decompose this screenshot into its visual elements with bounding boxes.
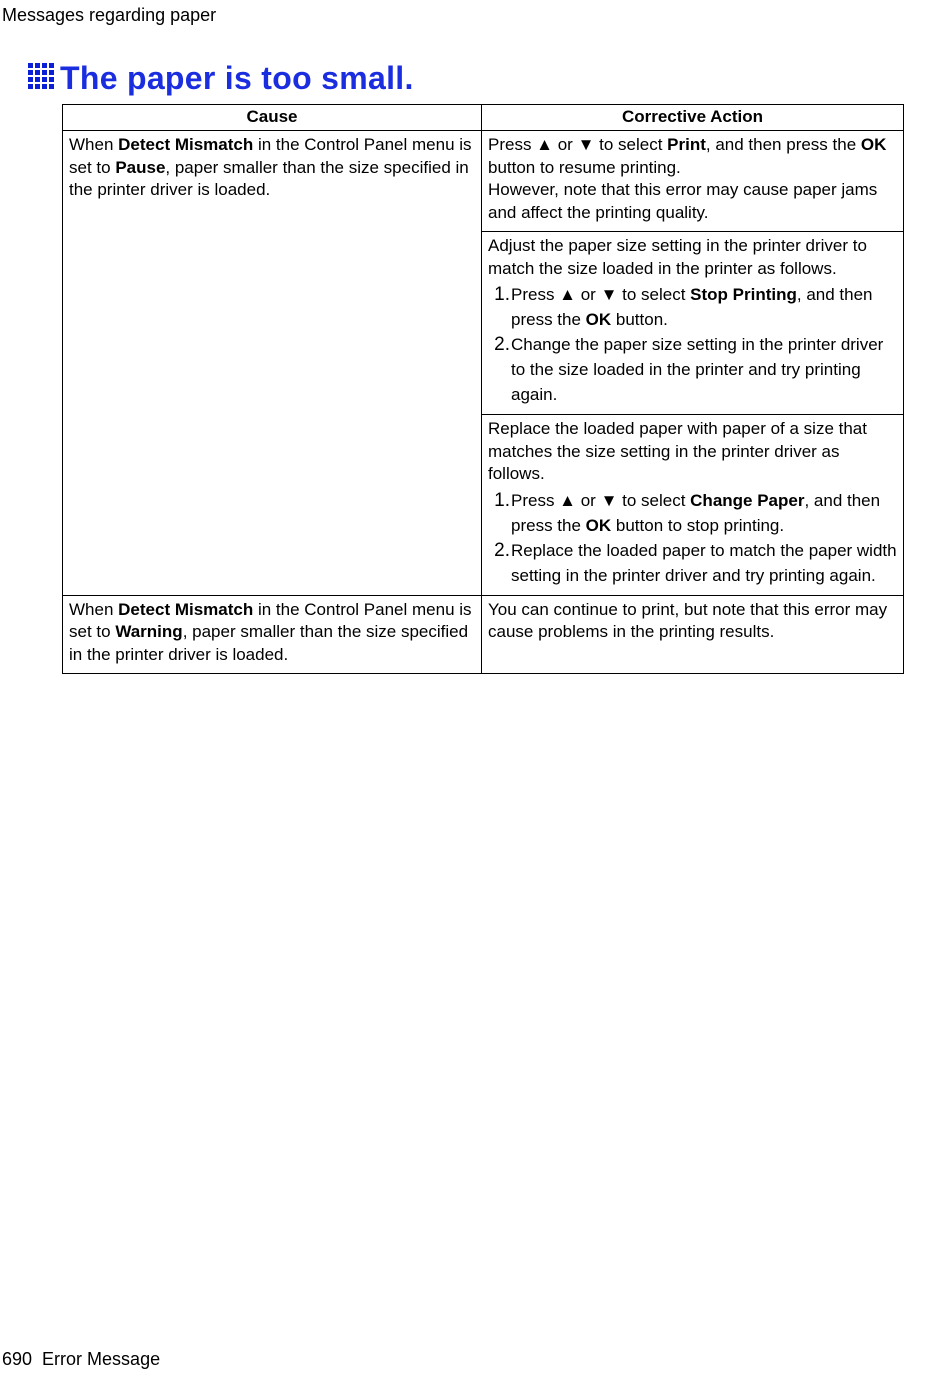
footer-section: Error Message bbox=[42, 1349, 161, 1369]
action-cell-continue: You can continue to print, but note that this error may cause problems in the printing results. bbox=[482, 595, 904, 674]
steps-list bbox=[488, 282, 897, 407]
running-header: Messages regarding paper bbox=[2, 5, 217, 25]
table-row bbox=[63, 131, 904, 232]
table-row bbox=[63, 595, 904, 674]
cause-cell-warning: When Detect Mismatch in the Control Panel menu is set to Warning, paper smaller than the size specified in the printer driver is loaded. bbox=[63, 595, 482, 674]
page-number: 690 bbox=[2, 1349, 33, 1369]
page-footer bbox=[2, 1348, 160, 1370]
list-item: 2. Change the paper size setting in the printer driver to the size loaded in the printer and try printing again. bbox=[494, 334, 884, 404]
page-title: The paper is too small. bbox=[60, 60, 414, 96]
list-item: 1. Press ▲ or ▼ to select Change Paper, and then press the OK button to stop printing. bbox=[494, 489, 881, 535]
action-cell-adjust-size bbox=[482, 232, 904, 415]
action-intro: Adjust the paper size setting in the printer driver to match the size loaded in the printer as follows. bbox=[488, 236, 867, 278]
cause-cell-pause: When Detect Mismatch in the Control Panel menu is set to Pause, paper smaller than the size specified in the printer driver is loaded. bbox=[63, 131, 482, 596]
column-header-corrective-action: Corrective Action bbox=[482, 105, 904, 131]
steps-list bbox=[488, 488, 897, 588]
list-item: 2. Replace the loaded paper to match the paper width setting in the printer driver and try printing again. bbox=[494, 539, 897, 585]
grid-icon bbox=[28, 63, 54, 89]
cause-action-table bbox=[62, 104, 904, 674]
section-heading bbox=[28, 58, 414, 98]
action-intro: Replace the loaded paper with paper of a size that matches the size setting in the printer driver as follows. bbox=[488, 419, 867, 483]
list-item: 1. Press ▲ or ▼ to select Stop Printing, and then press the OK button. bbox=[494, 284, 873, 329]
column-header-cause: Cause bbox=[63, 105, 482, 131]
table-header-row bbox=[63, 105, 904, 131]
action-cell-resume: Press ▲ or ▼ to select Print, and then press the OK button to resume printing. However, note that this error may cause paper jams and affect the printing quality. bbox=[482, 131, 904, 232]
action-cell-replace-paper bbox=[482, 415, 904, 596]
